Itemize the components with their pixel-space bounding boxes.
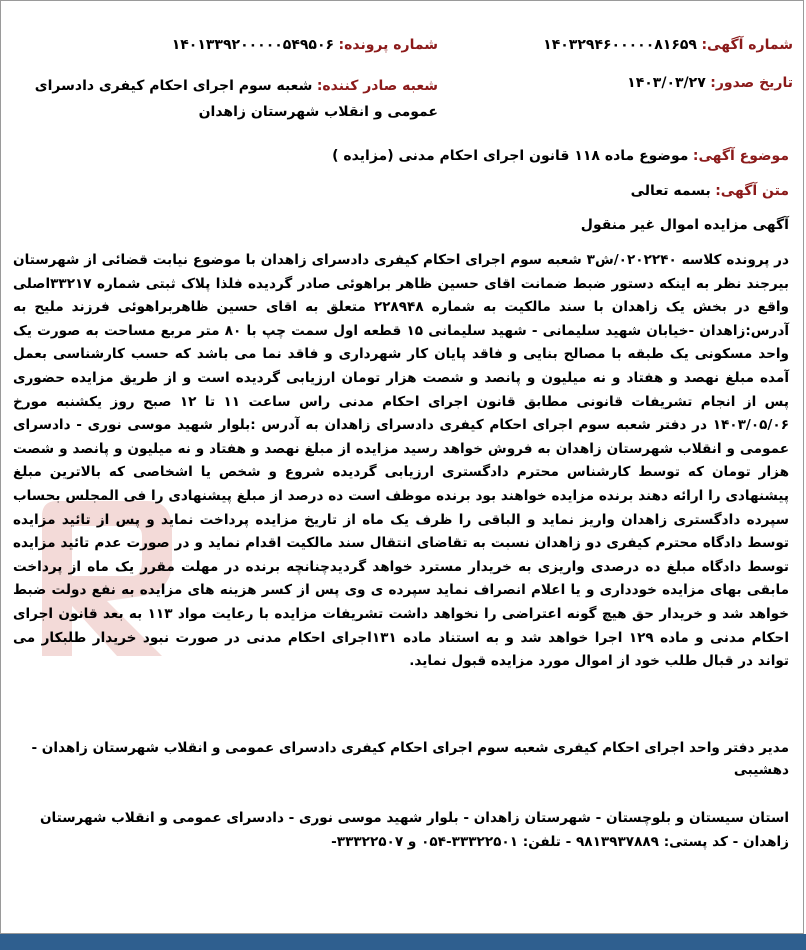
ad-text-value: بسمه تعالی (630, 183, 711, 199)
subject-row (9, 146, 789, 166)
issue-date-row (523, 73, 793, 93)
ad-number-row (523, 35, 793, 55)
subject-value: موضوع ماده ۱۱۸ قانون اجرای احکام مدنی (مزایده ) (332, 148, 689, 164)
notice-body: در پرونده کلاسه ۰۲۰۲۲۴۰/ش۳ شعبه سوم اجرای احکام کیفری دادسرای زاهدان با موضوع نیابت قضائی از شهرستان بیرجند نظر به اینکه دستور ضبط ضمانت اقای حسین ظاهر براهوئی صادر گردیده فلذا پلاک ثبتی شماره ۳۳۲۱۷اصلی واقع در بخش یک زاهدان با سند مالکیت به شماره ۲۲۸۹۴۸ متعلق به اقای حسین ظاهربراهوئی فرزند ملیح به آدرس:زاهدان -خیابان شهید سلیمانی - شهید سلیمانی ۱۵ قطعه اول سمت چپ با ۸۰ متر مربع مساحت به صورت یک واحد مسکونی یک طبقه با مصالح بنایی و فاقد پایان کار شهرداری و فاقد نما می باشد که حسب کارشناسی بعمل آمده مبلغ نهصد و هفتاد و نه میلیون و پانصد و شصت هزار تومان ارزیابی گردیده است و از طریق مزایده حضوری پس از انجام تشریفات قانونی مطابق قانون اجرای احکام مدنی راس ساعت ۱۱ تا ۱۲ صبح روز یکشنبه مورخ ۱۴۰۳/۰۵/۰۶ در دفتر شعبه سوم اجرای احکام کیفری دادسرای زاهدان به آدرس :بلوار شهید موسی نوری - دادسرای عمومی و انقلاب شهرستان زاهدان به فروش خواهد رسید مزایده از مبلغ نهصد و هفتاد و نه میلیون و پانصد و شصت هزار تومان که توسط کارشناس محترم دادگستری ارزیابی گردیده شروع و شخص یا اشخاصی که بالاترین مبلغ پیشنهادی را ارائه دهند برنده مزایده خواهند بود برنده موظف است ده درصد از مبلغ پیشنهادی را فی المجلس بحساب سپرده دادگستری زاهدان واریز نماید و الباقی را ظرف یک ماه از تاریخ مزایده پرداخت نماید و پس از تائید مزایده توسط دادگاه محترم کیفری دو زاهدان نسبت به تقاضای انتقال سند مالکیت اقدام نماید و در صورت عدم تائید مزایده توسط دادگاه مبلغ ده درصدی واریزی به خریدار مسترد خواهد گردیدچنانچه برنده در مهلت مقرر یک ماه از پرداخت مابقی بهای مزایده خودداری و یا اعلام انصراف نماید سپرده ی وی پس از کسر هزینه های مزایده به نفع دولت ضبط خواهد شد و خریدار حق هیچ گونه اعتراضی را نخواهد داشت تشریفات مزایده با رعایت مواد ۱۱۳ به بعد قانون اجرای احکام مدنی و ماده ۱۲۹ اجرا خواهد شد و به استناد ماده ۱۳۱اجرای احکام مدنی در صورت نبود خریدار طلبکار می تواند در قبال طلب خود از اموال مورد مزایده قبول نماید. (13, 252, 790, 670)
case-number-value: ۱۴۰۱۳۳۹۲۰۰۰۰۰۵۴۹۵۰۶ (171, 37, 335, 53)
ad-title: آگهی مزایده اموال غیر منقول (580, 217, 789, 233)
issue-date-value: ۱۴۰۳/۰۳/۲۷ (627, 75, 706, 91)
case-number-row (18, 35, 438, 55)
manager-signature: مدیر دفتر واحد اجرای احکام کیفری شعبه سوم اجرای احکام کیفری دادسرای عمومی و انقلاب شهرستان زاهدان - دهشیبی (31, 740, 789, 778)
ad-text-label: متن آگهی: (715, 183, 789, 199)
issuer-row (18, 73, 438, 125)
ad-number-value: ۱۴۰۳۲۹۴۶۰۰۰۰۰۸۱۶۵۹ (543, 37, 697, 53)
case-number-label: شماره پرونده: (338, 37, 438, 53)
bottom-bar (0, 934, 806, 950)
issue-date-label: تاریخ صدور: (710, 75, 793, 91)
issuer-label: شعبه صادر کننده: (316, 78, 438, 94)
subject-label: موضوع آگهی: (692, 148, 789, 164)
issuer-value: شعبه سوم اجرای احکام کیفری دادسرای عمومی و انقلاب شهرستان زاهدان (34, 78, 438, 120)
ad-text-row (9, 181, 789, 201)
address-footer: استان سیستان و بلوچستان - شهرستان زاهدان - بلوار شهید موسی نوری - دادسرای عمومی و انقلاب شهرستان زاهدان - کد پستی: ۹۸۱۳۹۳۷۸۸۹ - تلفن: ۳۳۳۲۲۵۰۱-۰۵۴ و ۳۳۳۲۲۵۰۷- (39, 810, 789, 850)
ad-number-label: شماره آگهی: (701, 37, 793, 53)
